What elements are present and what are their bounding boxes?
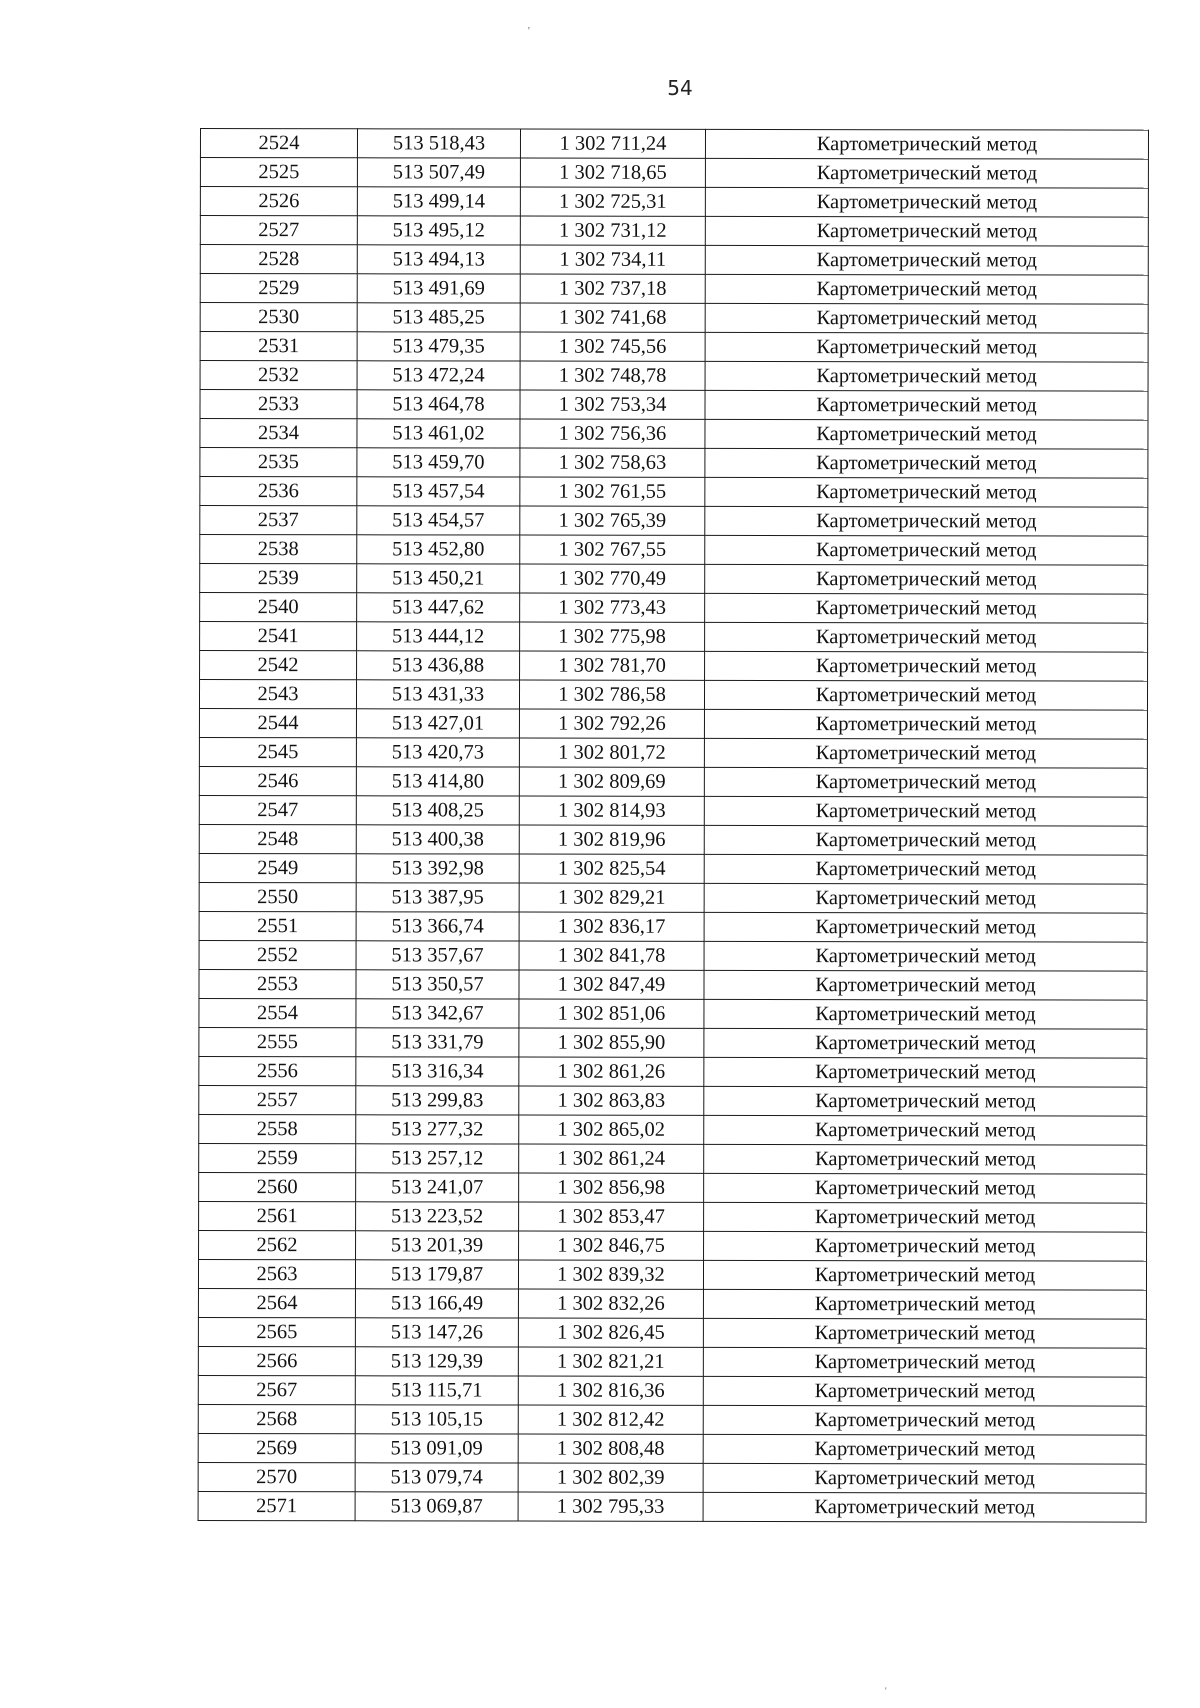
x-coordinate-cell: 513 420,73 (356, 738, 519, 767)
y-coordinate-cell: 1 302 861,24 (519, 1144, 704, 1173)
table-row (199, 911, 1147, 942)
x-coordinate-cell: 513 491,69 (357, 274, 520, 303)
x-coordinate-cell: 513 387,95 (356, 883, 519, 912)
method-cell: Картометрический метод (704, 1115, 1147, 1145)
x-coordinate-cell: 513 479,35 (357, 332, 520, 361)
y-coordinate-cell: 1 302 851,06 (519, 999, 704, 1028)
x-coordinate-cell: 513 447,62 (357, 593, 520, 622)
method-cell: Картометрический метод (704, 767, 1147, 797)
point-number-cell: 2564 (198, 1288, 355, 1317)
table-row (200, 651, 1148, 682)
table-row (199, 1027, 1147, 1058)
method-cell: Картометрический метод (703, 1289, 1146, 1319)
table-row (200, 187, 1148, 218)
y-coordinate-cell: 1 302 725,31 (520, 187, 705, 216)
y-coordinate-cell: 1 302 731,12 (520, 216, 705, 245)
point-number-cell: 2527 (200, 216, 357, 245)
method-cell: Картометрический метод (705, 506, 1148, 536)
table-row (199, 766, 1147, 797)
y-coordinate-cell: 1 302 734,11 (520, 245, 705, 274)
point-number-cell: 2561 (199, 1201, 356, 1230)
y-coordinate-cell: 1 302 832,26 (518, 1289, 703, 1318)
point-number-cell: 2528 (200, 245, 357, 274)
y-coordinate-cell: 1 302 718,65 (520, 158, 705, 187)
y-coordinate-cell: 1 302 786,58 (519, 680, 704, 709)
method-cell: Картометрический метод (705, 564, 1148, 594)
table-row (198, 1288, 1146, 1319)
method-cell: Картометрический метод (704, 1028, 1147, 1058)
point-number-cell: 2566 (198, 1346, 355, 1375)
method-cell: Картометрический метод (705, 622, 1148, 652)
table-row (200, 129, 1148, 160)
y-coordinate-cell: 1 302 792,26 (519, 709, 704, 738)
point-number-cell: 2559 (199, 1143, 356, 1172)
point-number-cell: 2540 (200, 593, 357, 622)
y-coordinate-cell: 1 302 812,42 (518, 1405, 703, 1434)
table-row (199, 709, 1147, 740)
table-row (200, 593, 1148, 624)
x-coordinate-cell: 513 472,24 (357, 361, 520, 390)
point-number-cell: 2545 (199, 737, 356, 766)
method-cell: Картометрический метод (705, 303, 1148, 333)
x-coordinate-cell: 513 342,67 (356, 999, 519, 1028)
method-cell: Картометрический метод (704, 825, 1147, 855)
y-coordinate-cell: 1 302 748,78 (520, 361, 705, 390)
scan-speck-mark-bottom: ' (885, 1686, 887, 1696)
point-number-cell: 2526 (200, 187, 357, 216)
table-row (200, 245, 1148, 276)
x-coordinate-cell: 513 459,70 (357, 448, 520, 477)
x-coordinate-cell: 513 147,26 (355, 1318, 518, 1347)
method-cell: Картометрический метод (703, 1318, 1146, 1348)
point-number-cell: 2531 (200, 332, 357, 361)
table-row (199, 824, 1147, 855)
x-coordinate-cell: 513 414,80 (356, 767, 519, 796)
x-coordinate-cell: 513 105,15 (355, 1405, 518, 1434)
x-coordinate-cell: 513 444,12 (357, 622, 520, 651)
y-coordinate-cell: 1 302 856,98 (519, 1173, 704, 1202)
x-coordinate-cell: 513 436,88 (357, 651, 520, 680)
point-number-cell: 2551 (199, 911, 356, 940)
y-coordinate-cell: 1 302 767,55 (520, 535, 705, 564)
method-cell: Картометрический метод (703, 1434, 1146, 1464)
method-cell: Картометрический метод (705, 477, 1148, 507)
x-coordinate-cell: 513 079,74 (355, 1463, 518, 1492)
table-row (200, 303, 1148, 334)
x-coordinate-cell: 513 518,43 (357, 129, 520, 158)
x-coordinate-cell: 513 450,21 (357, 564, 520, 593)
y-coordinate-cell: 1 302 765,39 (520, 506, 705, 535)
x-coordinate-cell: 513 166,49 (355, 1289, 518, 1318)
method-cell: Картометрический метод (705, 332, 1148, 362)
y-coordinate-cell: 1 302 814,93 (519, 796, 704, 825)
method-cell: Картометрический метод (704, 1086, 1147, 1116)
table-row (199, 853, 1147, 884)
table-row (198, 1259, 1146, 1290)
point-number-cell: 2533 (200, 390, 357, 419)
point-number-cell: 2525 (200, 158, 357, 187)
point-number-cell: 2534 (200, 419, 357, 448)
y-coordinate-cell: 1 302 711,24 (520, 129, 705, 158)
y-coordinate-cell: 1 302 853,47 (519, 1202, 704, 1231)
y-coordinate-cell: 1 302 802,39 (518, 1463, 703, 1492)
point-number-cell: 2558 (199, 1114, 356, 1143)
method-cell: Картометрический метод (703, 1347, 1146, 1377)
table-row (199, 882, 1147, 913)
x-coordinate-cell: 513 241,07 (356, 1173, 519, 1202)
point-number-cell: 2524 (200, 129, 357, 158)
table-row (200, 506, 1148, 537)
y-coordinate-cell: 1 302 861,26 (519, 1057, 704, 1086)
table-row (200, 332, 1148, 363)
method-cell: Картометрический метод (704, 912, 1147, 942)
point-number-cell: 2539 (200, 564, 357, 593)
x-coordinate-cell: 513 507,49 (357, 158, 520, 187)
method-cell: Картометрический метод (704, 680, 1147, 710)
x-coordinate-cell: 513 499,14 (357, 187, 520, 216)
coordinates-table (198, 128, 1149, 1523)
x-coordinate-cell: 513 299,83 (356, 1086, 519, 1115)
method-cell: Картометрический метод (705, 593, 1148, 623)
method-cell: Картометрический метод (705, 419, 1148, 449)
y-coordinate-cell: 1 302 836,17 (519, 912, 704, 941)
table-row (200, 390, 1148, 421)
y-coordinate-cell: 1 302 809,69 (519, 767, 704, 796)
y-coordinate-cell: 1 302 741,68 (520, 303, 705, 332)
point-number-cell: 2562 (199, 1230, 356, 1259)
method-cell: Картометрический метод (704, 1231, 1147, 1261)
table-row (199, 969, 1147, 1000)
table-row (200, 419, 1148, 450)
y-coordinate-cell: 1 302 863,83 (519, 1086, 704, 1115)
method-cell: Картометрический метод (704, 883, 1147, 913)
x-coordinate-cell: 513 427,01 (356, 709, 519, 738)
table-row (199, 1056, 1147, 1087)
method-cell: Картометрический метод (704, 1144, 1147, 1174)
point-number-cell: 2537 (200, 506, 357, 535)
method-cell: Картометрический метод (703, 1260, 1146, 1290)
coordinates-table-body (198, 129, 1148, 1523)
point-number-cell: 2557 (199, 1085, 356, 1114)
table-row (200, 216, 1148, 247)
method-cell: Картометрический метод (704, 1057, 1147, 1087)
table-row (200, 448, 1148, 479)
point-number-cell: 2536 (200, 477, 357, 506)
x-coordinate-cell: 513 366,74 (356, 912, 519, 941)
point-number-cell: 2569 (198, 1433, 355, 1462)
x-coordinate-cell: 513 129,39 (355, 1347, 518, 1376)
table-row (200, 535, 1148, 566)
table-row (200, 564, 1148, 595)
x-coordinate-cell: 513 257,12 (356, 1144, 519, 1173)
x-coordinate-cell: 513 452,80 (357, 535, 520, 564)
point-number-cell: 2570 (198, 1462, 355, 1491)
table-row (199, 1114, 1147, 1145)
table-row (200, 361, 1148, 392)
table-row (199, 998, 1147, 1029)
table-row (199, 737, 1147, 768)
y-coordinate-cell: 1 302 756,36 (520, 419, 705, 448)
y-coordinate-cell: 1 302 825,54 (519, 854, 704, 883)
point-number-cell: 2552 (199, 940, 356, 969)
point-number-cell: 2555 (199, 1027, 356, 1056)
y-coordinate-cell: 1 302 826,45 (518, 1318, 703, 1347)
y-coordinate-cell: 1 302 821,21 (518, 1347, 703, 1376)
y-coordinate-cell: 1 302 829,21 (519, 883, 704, 912)
table-row (198, 1404, 1146, 1435)
point-number-cell: 2560 (199, 1172, 356, 1201)
x-coordinate-cell: 513 431,33 (356, 680, 519, 709)
table-row (200, 477, 1148, 508)
method-cell: Картометрический метод (705, 129, 1148, 159)
point-number-cell: 2549 (199, 853, 356, 882)
x-coordinate-cell: 513 179,87 (355, 1260, 518, 1289)
y-coordinate-cell: 1 302 745,56 (520, 332, 705, 361)
table-row (198, 1462, 1146, 1493)
table-row (199, 1172, 1147, 1203)
method-cell: Картометрический метод (703, 1463, 1146, 1493)
x-coordinate-cell: 513 495,12 (357, 216, 520, 245)
x-coordinate-cell: 513 464,78 (357, 390, 520, 419)
method-cell: Картометрический метод (704, 999, 1147, 1029)
point-number-cell: 2547 (199, 795, 356, 824)
point-number-cell: 2567 (198, 1375, 355, 1404)
point-number-cell: 2544 (199, 709, 356, 738)
method-cell: Картометрический метод (705, 245, 1148, 275)
table-row (200, 158, 1148, 189)
point-number-cell: 2538 (200, 535, 357, 564)
table-row (199, 1230, 1147, 1261)
table-row (199, 940, 1147, 971)
y-coordinate-cell: 1 302 855,90 (519, 1028, 704, 1057)
method-cell: Картометрический метод (705, 158, 1148, 188)
method-cell: Картометрический метод (705, 390, 1148, 420)
x-coordinate-cell: 513 461,02 (357, 419, 520, 448)
point-number-cell: 2543 (199, 680, 356, 709)
y-coordinate-cell: 1 302 795,33 (518, 1492, 703, 1521)
method-cell: Картометрический метод (704, 709, 1147, 739)
y-coordinate-cell: 1 302 841,78 (519, 941, 704, 970)
table-row (199, 1201, 1147, 1232)
method-cell: Картометрический метод (703, 1405, 1146, 1435)
method-cell: Картометрический метод (705, 274, 1148, 304)
y-coordinate-cell: 1 302 846,75 (519, 1231, 704, 1260)
point-number-cell: 2542 (200, 651, 357, 680)
method-cell: Картометрический метод (705, 448, 1148, 478)
y-coordinate-cell: 1 302 839,32 (518, 1260, 703, 1289)
y-coordinate-cell: 1 302 758,63 (520, 448, 705, 477)
y-coordinate-cell: 1 302 753,34 (520, 390, 705, 419)
x-coordinate-cell: 513 400,38 (356, 825, 519, 854)
table-row (198, 1317, 1146, 1348)
point-number-cell: 2529 (200, 274, 357, 303)
point-number-cell: 2568 (198, 1404, 355, 1433)
y-coordinate-cell: 1 302 865,02 (519, 1115, 704, 1144)
y-coordinate-cell: 1 302 816,36 (518, 1376, 703, 1405)
method-cell: Картометрический метод (704, 854, 1147, 884)
x-coordinate-cell: 513 115,71 (355, 1376, 518, 1405)
point-number-cell: 2554 (199, 998, 356, 1027)
x-coordinate-cell: 513 350,57 (356, 970, 519, 999)
y-coordinate-cell: 1 302 781,70 (520, 651, 705, 680)
x-coordinate-cell: 513 494,13 (357, 245, 520, 274)
method-cell: Картометрический метод (705, 651, 1148, 681)
method-cell: Картометрический метод (704, 970, 1147, 1000)
x-coordinate-cell: 513 392,98 (356, 854, 519, 883)
point-number-cell: 2553 (199, 969, 356, 998)
point-number-cell: 2556 (199, 1056, 356, 1085)
method-cell: Картометрический метод (703, 1492, 1146, 1522)
method-cell: Картометрический метод (704, 738, 1147, 768)
method-cell: Картометрический метод (705, 361, 1148, 391)
y-coordinate-cell: 1 302 847,49 (519, 970, 704, 999)
point-number-cell: 2530 (200, 303, 357, 332)
x-coordinate-cell: 513 277,32 (356, 1115, 519, 1144)
table-row (200, 622, 1148, 653)
scan-speck-mark: ' (528, 26, 530, 37)
method-cell: Картометрический метод (704, 1202, 1147, 1232)
method-cell: Картометрический метод (705, 187, 1148, 217)
x-coordinate-cell: 513 223,52 (356, 1202, 519, 1231)
table-row (198, 1375, 1146, 1406)
point-number-cell: 2571 (198, 1491, 355, 1520)
y-coordinate-cell: 1 302 773,43 (520, 593, 705, 622)
point-number-cell: 2546 (199, 766, 356, 795)
table-row (199, 1143, 1147, 1174)
y-coordinate-cell: 1 302 775,98 (520, 622, 705, 651)
method-cell: Картометрический метод (703, 1376, 1146, 1406)
point-number-cell: 2548 (199, 824, 356, 853)
x-coordinate-cell: 513 408,25 (356, 796, 519, 825)
point-number-cell: 2563 (198, 1259, 355, 1288)
method-cell: Картометрический метод (704, 941, 1147, 971)
point-number-cell: 2550 (199, 882, 356, 911)
x-coordinate-cell: 513 485,25 (357, 303, 520, 332)
x-coordinate-cell: 513 316,34 (356, 1057, 519, 1086)
x-coordinate-cell: 513 331,79 (356, 1028, 519, 1057)
x-coordinate-cell: 513 454,57 (357, 506, 520, 535)
point-number-cell: 2565 (198, 1317, 355, 1346)
page-number: 54 (667, 76, 693, 100)
y-coordinate-cell: 1 302 808,48 (518, 1434, 703, 1463)
y-coordinate-cell: 1 302 761,55 (520, 477, 705, 506)
point-number-cell: 2541 (200, 622, 357, 651)
table-row (198, 1491, 1146, 1522)
y-coordinate-cell: 1 302 801,72 (519, 738, 704, 767)
method-cell: Картометрический метод (705, 535, 1148, 565)
table-row (198, 1433, 1146, 1464)
x-coordinate-cell: 513 091,09 (355, 1434, 518, 1463)
table-row (200, 274, 1148, 305)
x-coordinate-cell: 513 457,54 (357, 477, 520, 506)
table-row (199, 680, 1147, 711)
y-coordinate-cell: 1 302 819,96 (519, 825, 704, 854)
table-row (199, 1085, 1147, 1116)
y-coordinate-cell: 1 302 737,18 (520, 274, 705, 303)
method-cell: Картометрический метод (704, 1173, 1147, 1203)
y-coordinate-cell: 1 302 770,49 (520, 564, 705, 593)
x-coordinate-cell: 513 069,87 (355, 1492, 518, 1521)
x-coordinate-cell: 513 201,39 (356, 1231, 519, 1260)
point-number-cell: 2532 (200, 361, 357, 390)
table-row (199, 795, 1147, 826)
method-cell: Картометрический метод (705, 216, 1148, 246)
point-number-cell: 2535 (200, 448, 357, 477)
table-row (198, 1346, 1146, 1377)
x-coordinate-cell: 513 357,67 (356, 941, 519, 970)
method-cell: Картометрический метод (704, 796, 1147, 826)
